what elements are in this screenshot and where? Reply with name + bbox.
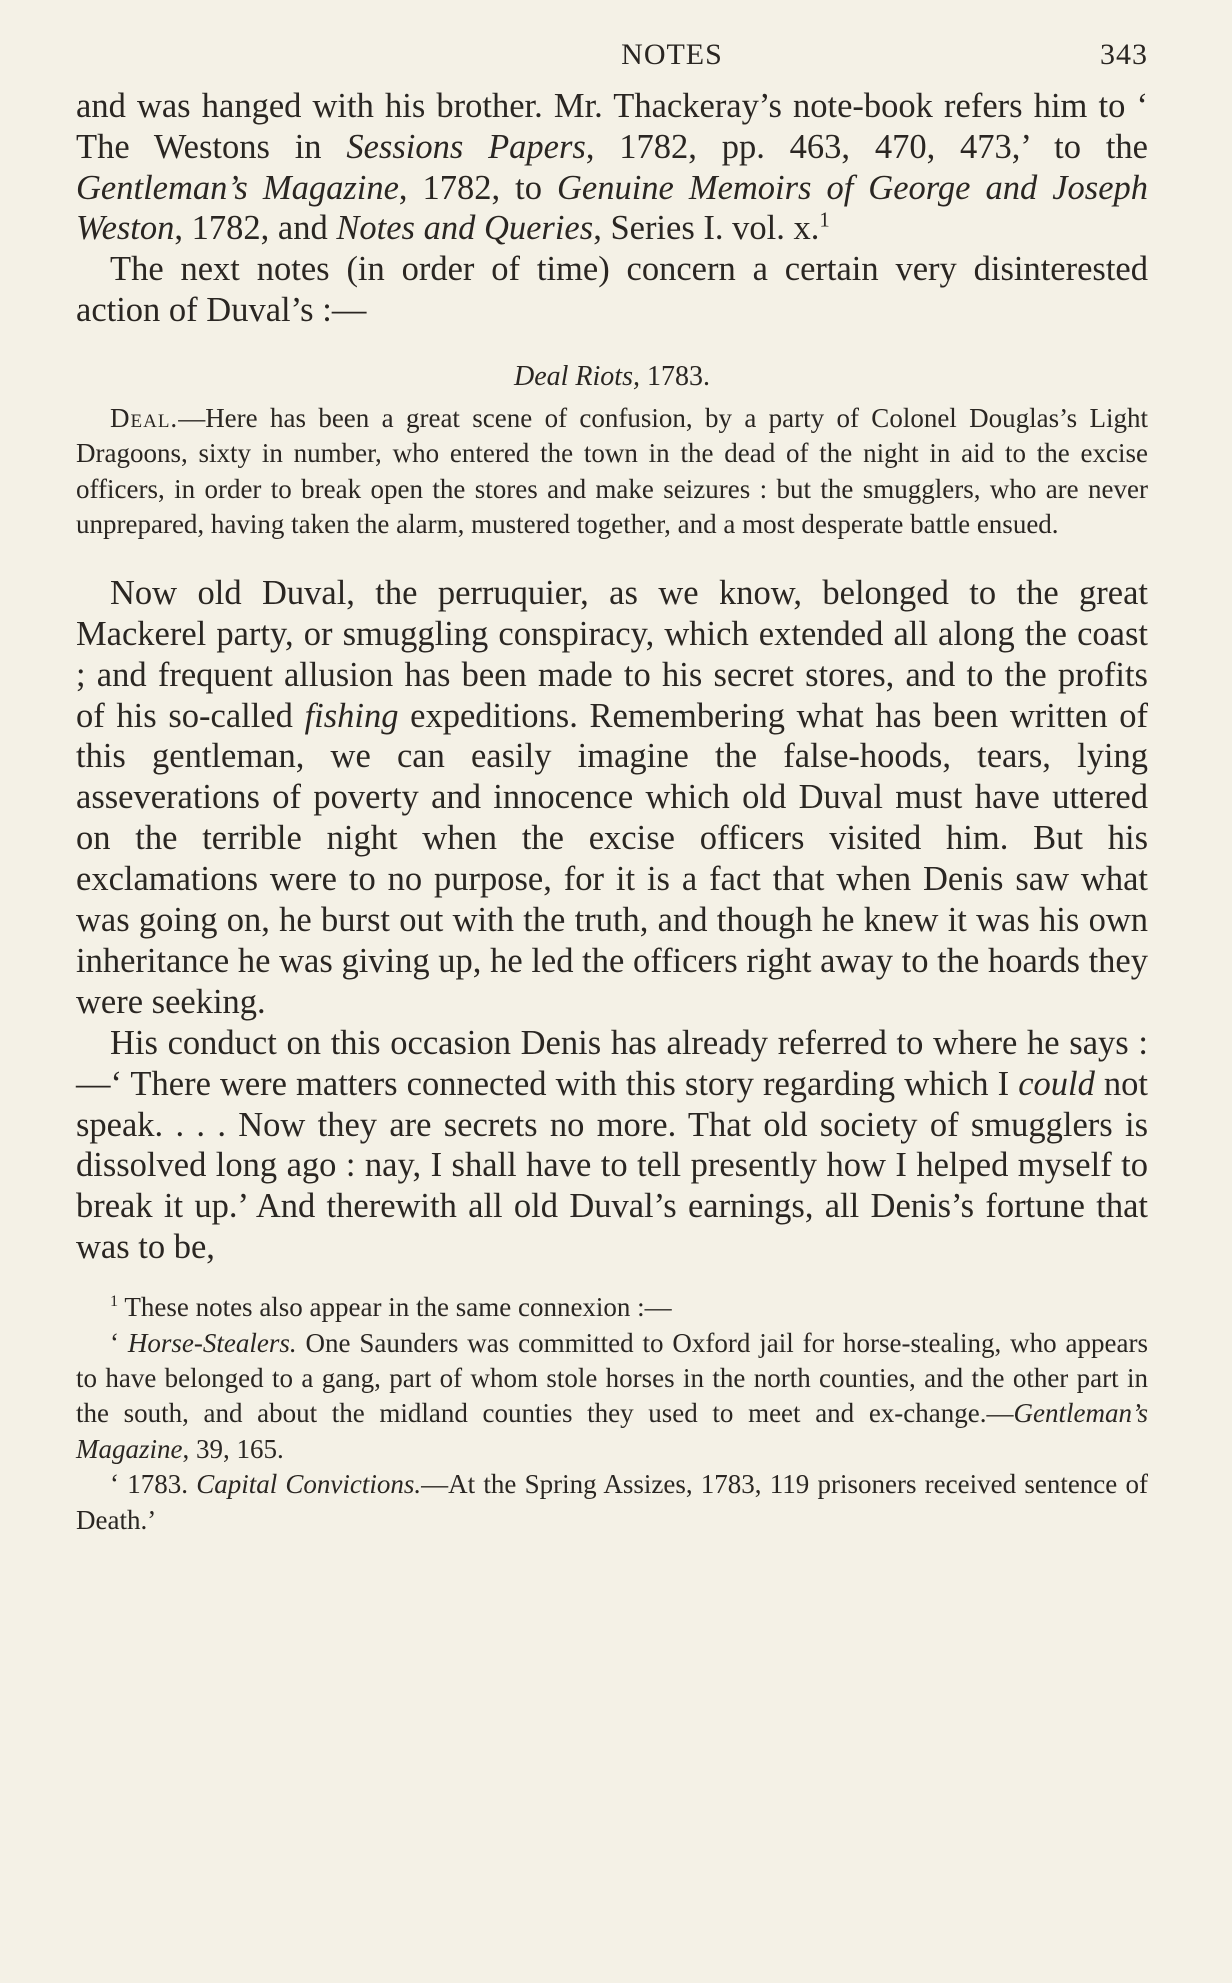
extract-heading-title: Deal Riots, [514, 360, 640, 392]
body-text-top [76, 86, 1148, 331]
text-run: , Series I. vol. x. [593, 209, 820, 248]
text-run: Now old Duval, the perruquier, as we know, belonged to the great Mackerel party, or smuggling conspiracy, which extended all along the coast ; and frequent allusion has been made to his secret stores, and to the profits of his so-called [76, 573, 1148, 735]
extract-text [76, 401, 1148, 543]
extract-lead-word: Deal. [110, 402, 179, 433]
text-run: One Saunders was committed to Oxford jail for horse-stealing, who appears to have belonged to a gang, part of whom stole horses in the north counties, and the other part in the south, and about the midland counties they used to meet and ex-change.— [76, 1327, 1148, 1429]
running-head-title: NOTES [621, 38, 723, 71]
text-run: , 39, 165. [182, 1433, 284, 1464]
text-run: expeditions. Remembering what has been written of this gentleman, we can easily imagine the false-hoods, tears, lying asseverations of poverty and innocence which old Duval must have uttered on the terrible night when the excise officers visited him. But his exclamations were to no purpose, for it is a fact that when Denis saw what was going on, he burst out with the truth, and though he knew it was his own inheritance he was giving up, he led the officers right away to the hoards they were seeking. [76, 696, 1148, 1021]
paragraph-denis-conduct [76, 1023, 1148, 1268]
italic-text: Gentleman’s Magazine [76, 1398, 1148, 1464]
running-head [76, 38, 1148, 78]
extract-heading-year: 1783. [640, 360, 710, 392]
paragraph-next-notes [76, 249, 1148, 331]
text-run: and was hanged with his brother. Mr. Thackeray’s note-book refers him to ‘ The Westons in [76, 87, 1148, 166]
italic-text: could [1018, 1064, 1095, 1103]
text-run: , 1782, to [398, 168, 557, 207]
paragraph-duval [76, 573, 1148, 1023]
footnote-horse-stealers [76, 1326, 1148, 1468]
footnote-1 [76, 1290, 1148, 1325]
italic-text: Capital Convictions. [196, 1469, 422, 1500]
italic-text: Notes and Queries [336, 209, 594, 248]
italic-text: Genuine Memoirs of George and Joseph Weston [76, 168, 1149, 248]
italic-text: Sessions Papers [346, 127, 586, 166]
italic-text: Gentleman’s Magazine [76, 168, 399, 207]
text-run: ‘ 1783. [110, 1469, 197, 1500]
text-run: These notes also appear in the same connexion :— [118, 1292, 672, 1323]
paragraph-continuation [76, 86, 1148, 249]
page-number: 343 [1100, 38, 1148, 71]
footnote-marker: 1 [819, 209, 830, 232]
footnote-marker: 1 [110, 1292, 119, 1311]
text-run: not speak. . . . Now they are secrets no more. That old society of smugglers is dissolved long ago : nay, I shall have to tell presently how I helped myself to break it up.’ And therewith all old Duval’s earnings, all Denis’s fortune that was to be, [76, 1064, 1149, 1267]
text-run: His conduct on this occasion Denis has already referred to where he says :—‘ There were matters connected with this story regarding which I [76, 1023, 1148, 1103]
book-page [76, 38, 1148, 1538]
text-run: The next notes (in order of time) concern a certain very disinterested action of Duval’s :— [76, 250, 1148, 329]
footnote-capital-convictions [76, 1467, 1148, 1538]
text-run: —At the Spring Assizes, 1783, 119 prisoners received sentence of Death.’ [76, 1469, 1148, 1535]
body-text-main [76, 573, 1148, 1268]
italic-text: Horse-Stealers. [127, 1327, 297, 1358]
footnotes [76, 1290, 1148, 1538]
italic-text: fishing [304, 696, 399, 735]
extract-body: —Here has been a great scene of confusion, by a party of Colonel Douglas’s Light Dragoons, sixty in number, who entered the town in the dead of the night in aid to the excise officers, in order to break open the stores and make seizures : but the smugglers, who are never unprepared, having taken the alarm, mustered together, and a most desperate battle ensued. [76, 402, 1148, 540]
text-run: , 1782, and [174, 209, 337, 248]
extract-heading [76, 361, 1148, 393]
text-run: , 1782, pp. 463, 470, 473,’ to the [585, 127, 1148, 166]
text-run: ‘ [110, 1327, 128, 1358]
